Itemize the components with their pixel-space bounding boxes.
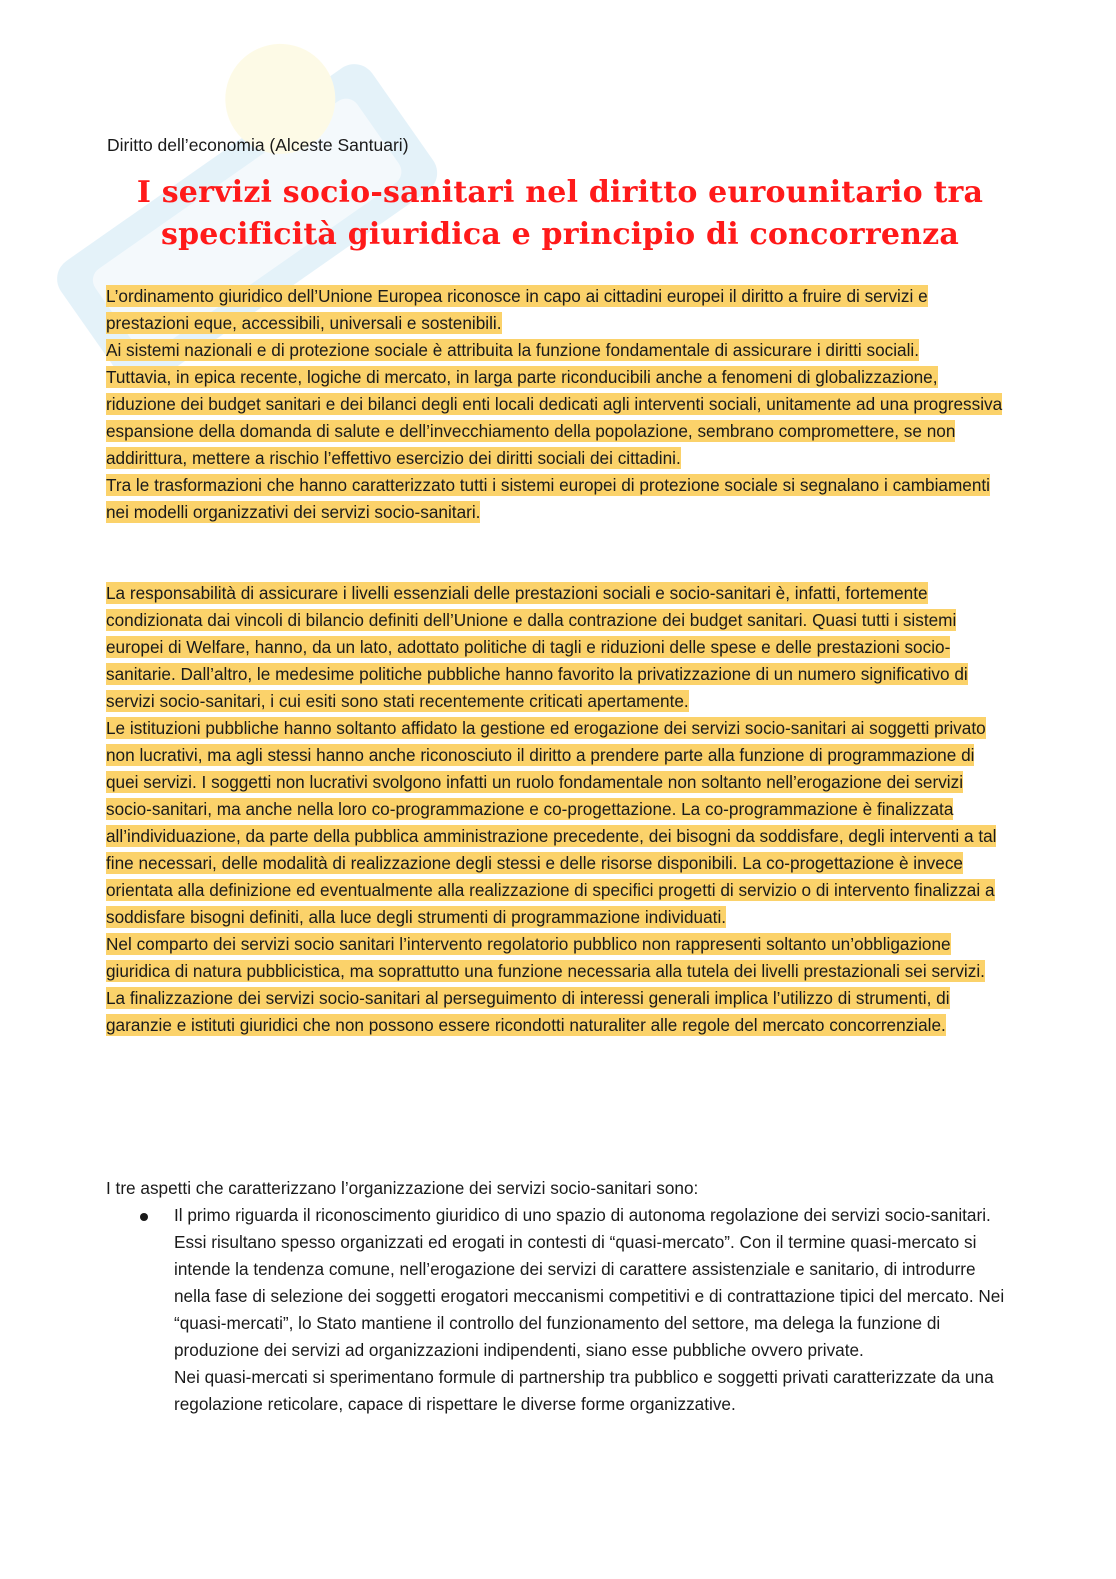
highlighted-block-2 (106, 580, 1011, 1039)
highlighted-text: Le istituzioni pubbliche hanno soltanto affidato la gestione ed erogazione dei servizi socio-sanitari ai soggetti privato non lucrativi, ma agli stessi hanno anche riconosciuto il diritto a prendere parte alla funzione di programmazione di quei servizi. I soggetti non lucrativi svolgono infatti un ruolo fondamentale non soltanto nell’erogazione dei servizi socio-sanitari, ma anche nella loro co-programmazione e co-progettazione. La co-programmazione è finalizzata all’individuazione, da parte della pubblica amministrazione precedente, dei bisogni da soddisfare, degli interventi a tal fine necessari, delle modalità di realizzazione degli stessi e delle risorse disponibili. La co-progettazione è invece orientata alla definizione ed eventualmente alla realizzazione di specifici progetti di servizio o di intervento finalizzai a soddisfare bisogni definiti, alla luce degli strumenti di programmazione individuati. (106, 718, 997, 927)
course-header: Diritto dell’economia (Alceste Santuari) (107, 135, 409, 155)
highlighted-text: Ai sistemi nazionali e di protezione sociale è attribuita la funzione fondamentale di assicurare i diritti sociali. (106, 340, 920, 360)
highlighted-text: Tra le trasformazioni che hanno caratterizzato tutti i sistemi europei di protezione sociale si segnalano i cambiamenti nei modelli organizzativi dei servizi socio-sanitari. (106, 475, 990, 522)
bullet-paragraph: Il primo riguarda il riconoscimento giuridico di uno spazio di autonoma regolazione dei servizi socio-sanitari. Essi risultano spesso organizzati ed erogati in contesti di “quasi-mercato”. Con il termine quasi-mercato si intende la tendenza comune, nell’erogazione dei servizi di carattere assistenziale e sanitario, di introdurre nella fase di selezione dei soggetti erogatori meccanismi competitivi e di contrattazione tipici del mercato. Nei “quasi-mercati”, lo Stato mantiene il controllo del funzionamento del settore, ma delega la funzione di produzione dei servizi ad organizzazioni indipendenti, siano esse pubbliche ovvero private. (174, 1205, 1005, 1360)
highlighted-text: La finalizzazione dei servizi socio-sanitari al perseguimento di interessi generali implica l’utilizzo di strumenti, di garanzie e istituti giuridici che non possono essere ricondotti naturaliter alle regole del mercato concorrenziale. (106, 988, 950, 1035)
highlighted-text: Nel comparto dei servizi socio sanitari l’intervento regolatorio pubblico non rappresenti soltanto un’obbligazione giuridica di natura pubblicistica, ma soprattutto una funzione necessaria alla tutela dei livelli prestazionali sei servizi. (106, 934, 985, 981)
title-line-2: specificità giuridica e principio di concorrenza (160, 217, 959, 252)
aspects-intro: I tre aspetti che caratterizzano l’organizzazione dei servizi socio-sanitari sono: (106, 1178, 699, 1198)
aspects-list (106, 1202, 1011, 1418)
paragraph (106, 337, 1011, 364)
paragraph (106, 283, 1011, 337)
document-title (80, 172, 1040, 256)
highlighted-text: L’ordinamento giuridico dell’Unione Europea riconosce in capo ai cittadini europei il diritto a fruire di servizi e prestazioni eque, accessibili, universali e sostenibili. (106, 286, 928, 333)
title-line-1: I servizi socio-sanitari nel diritto eurounitario tra (136, 175, 984, 210)
paragraph (106, 931, 1011, 985)
bullet-icon (140, 1213, 148, 1221)
paragraph (106, 472, 1011, 526)
list-item (106, 1202, 1011, 1418)
highlighted-block-1 (106, 283, 1011, 526)
bullet-paragraph: Nei quasi-mercati si sperimentano formule di partnership tra pubblico e soggetti privati caratterizzate da una regolazione reticolare, capace di rispettare le diverse forme organizzative. (174, 1367, 994, 1414)
highlighted-text: La responsabilità di assicurare i livelli essenziali delle prestazioni sociali e socio-sanitari è, infatti, fortemente condizionata dai vincoli di bilancio definiti dell’Unione e dalla contrazione dei budget sanitari. Quasi tutti i sistemi europei di Welfare, hanno, da un lato, adottato politiche di tagli e riduzioni delle spese e delle prestazioni socio-sanitarie. Dall’altro, le medesime politiche pubbliche hanno favorito la privatizzazione di un numero significativo di servizi socio-sanitari, i cui esiti sono stati recentemente criticati apertamente. (106, 583, 968, 711)
paragraph (106, 715, 1011, 931)
paragraph (106, 985, 1011, 1039)
highlighted-text: Tuttavia, in epica recente, logiche di mercato, in larga parte riconducibili anche a fenomeni di globalizzazione, riduzione dei budget sanitari e dei bilanci degli enti locali dedicati agli interventi sociali, unitamente ad una progressiva espansione della domanda di salute e dell’invecchiamento della popolazione, sembrano compromettere, se non addirittura, mettere a rischio l’effettivo esercizio dei diritti sociali dei cittadini. (106, 367, 1003, 468)
paragraph (106, 580, 1011, 715)
paragraph (106, 364, 1011, 472)
